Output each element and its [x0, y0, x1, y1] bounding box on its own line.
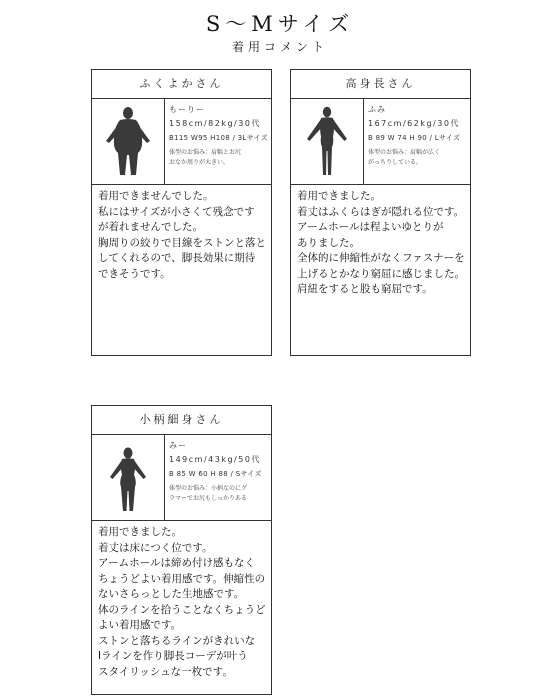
comment-line: 私にはサイズが小さくて残念です	[98, 205, 255, 218]
comment-line: スタイリッシュな一枚です。	[98, 665, 233, 678]
model-body-concern	[169, 148, 267, 168]
fitting-comment	[92, 185, 271, 286]
model-body-concern	[368, 148, 466, 168]
comment-line: 着用できませんでした。	[98, 190, 214, 202]
comment-line: が着れませんでした。	[98, 221, 203, 233]
comment-line: ちょうどよい着用感です。伸縮性の	[98, 572, 266, 585]
model-card-plus-size	[91, 69, 272, 356]
comment-line: 肩紐をすると股も窮屈です。	[297, 283, 433, 295]
concern-line: 体型のお悩み：小柄なのにグ	[169, 485, 248, 492]
comment-line: アームホールは程よいゆとりが	[297, 221, 444, 233]
model-profile	[92, 435, 271, 521]
model-measurements: B 89 W 74 H 90 / Lサイズ	[368, 134, 461, 142]
comment-line: ありました。	[297, 236, 360, 249]
page-subtitle: 着用コメント	[231, 40, 328, 54]
model-height-weight-age: 167cm/62kg/30代	[368, 119, 460, 128]
model-card-petite	[91, 405, 272, 695]
model-nickname: もーりー	[169, 105, 205, 114]
model-profile	[291, 99, 470, 185]
concern-line: おなか周りが大きい。	[169, 159, 230, 166]
page-title: S～Mサイズ	[205, 12, 355, 36]
model-type-label: 高身長さん	[291, 70, 470, 99]
comment-line: 着丈はふくらはぎが隠れる位です。	[297, 205, 465, 218]
model-height-weight-age: 158cm/82kg/30代	[169, 119, 261, 128]
fitting-comment	[291, 185, 470, 302]
body-silhouette-icon	[297, 105, 357, 177]
comment-line: ないさらっとした生地感です。	[98, 588, 245, 600]
model-height-weight-age: 149cm/43kg/50代	[169, 455, 261, 464]
fitting-comment	[92, 521, 271, 684]
model-type-label: 小柄細身さん	[92, 406, 271, 435]
concern-line: がっちりしている。	[368, 159, 423, 166]
comment-line: アームホールは締め付け感もなく	[98, 557, 255, 569]
silhouette-panel	[92, 99, 165, 184]
silhouette-panel	[92, 435, 165, 520]
concern-line: 体型のお悩み：肩幅が広く	[368, 149, 441, 156]
comment-line: 着用できました。	[297, 190, 381, 202]
body-silhouette-icon	[98, 441, 158, 513]
comment-line: 全体的に伸縮性がなくファスナーを	[297, 252, 465, 264]
comment-line: 着用できました。	[98, 526, 182, 538]
model-nickname: みー	[169, 441, 187, 450]
comment-line: できそうです。	[98, 267, 171, 280]
model-measurements: B115 W95 H108 / 3Lサイズ	[169, 134, 268, 142]
concern-line: 体型のお悩み：肩幅とお尻	[169, 149, 242, 156]
comment-line: 着丈は床につく位です。	[98, 541, 213, 554]
model-type-label: ふくよかさん	[92, 70, 271, 99]
model-card-tall	[290, 69, 471, 356]
concern-line: ラマーでお尻もしっかりある	[169, 495, 248, 502]
silhouette-panel	[291, 99, 364, 184]
comment-line: 体のラインを拾うことなくちょうど	[98, 603, 266, 616]
comment-line: 胸周りの絞りで目線をストンと落と	[98, 236, 266, 249]
comment-line: Iラインを作り脚長コーデが叶う	[98, 650, 248, 662]
model-profile	[92, 99, 271, 185]
comment-line: してくれるので、脚長効果に期待	[98, 252, 256, 264]
comment-line: よい着用感です。	[98, 619, 182, 631]
comment-line: 上げるとかなり窮屈に感じました。	[297, 267, 465, 280]
model-nickname: ふみ	[368, 105, 386, 114]
body-silhouette-icon	[98, 105, 158, 177]
model-body-concern	[169, 484, 267, 504]
comment-line: ストンと落ちるラインがきれいな	[98, 634, 256, 647]
model-measurements: B 85 W 60 H 88 / Sサイズ	[169, 470, 262, 478]
